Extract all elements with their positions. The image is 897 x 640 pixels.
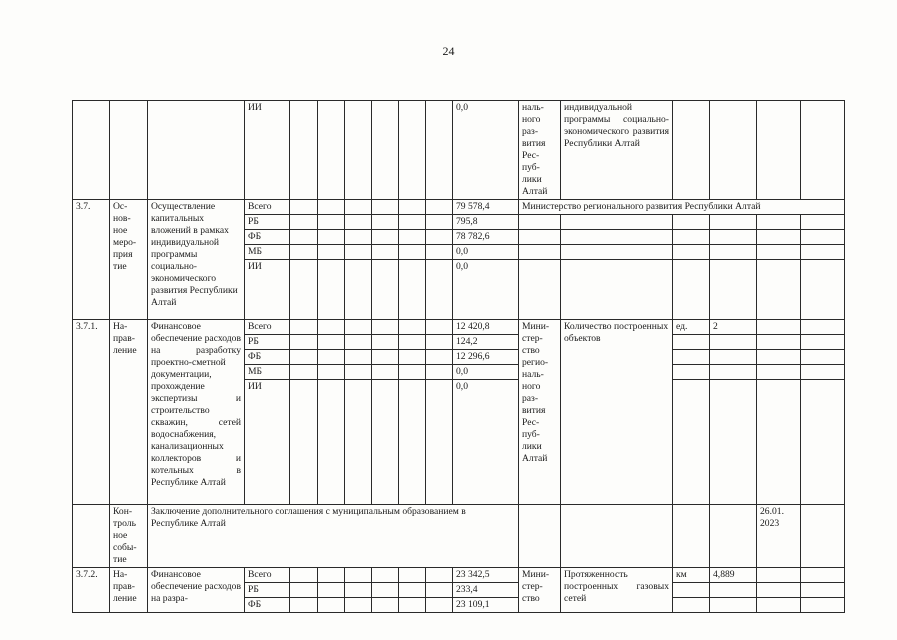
empty-cell bbox=[372, 335, 399, 350]
funding-source: РБ bbox=[245, 215, 290, 230]
empty-cell bbox=[290, 365, 318, 380]
funding-total: 0,0 bbox=[453, 380, 519, 505]
funding-source: ИИ bbox=[245, 380, 290, 505]
empty-cell bbox=[372, 598, 399, 613]
empty-cell bbox=[345, 200, 372, 215]
empty-cell bbox=[710, 350, 757, 365]
empty-cell bbox=[801, 335, 845, 350]
table-row-3-7-1 bbox=[73, 320, 845, 335]
empty-cell bbox=[426, 215, 453, 230]
row-kind: На- прав- ление bbox=[110, 320, 148, 505]
empty-cell bbox=[426, 260, 453, 320]
empty-cell bbox=[290, 200, 318, 215]
empty-cell bbox=[318, 598, 345, 613]
empty-cell bbox=[290, 320, 318, 335]
row-kind: Ос- нов- ное меро- прия тие bbox=[110, 200, 148, 320]
empty-cell bbox=[801, 215, 845, 230]
table-row-3-7-2 bbox=[73, 568, 845, 583]
empty-cell bbox=[318, 215, 345, 230]
empty-cell bbox=[673, 245, 710, 260]
funding-total: 0,0 bbox=[453, 101, 519, 200]
table-row-3-7 bbox=[73, 200, 845, 215]
empty-cell bbox=[710, 260, 757, 320]
empty-cell bbox=[372, 230, 399, 245]
empty-cell bbox=[318, 568, 345, 583]
empty-cell bbox=[519, 260, 561, 320]
empty-cell bbox=[372, 260, 399, 320]
empty-cell bbox=[318, 245, 345, 260]
empty-cell bbox=[372, 583, 399, 598]
empty-cell bbox=[426, 568, 453, 583]
empty-cell bbox=[426, 245, 453, 260]
empty-cell bbox=[801, 568, 845, 583]
empty-cell bbox=[561, 245, 673, 260]
empty-cell bbox=[399, 245, 426, 260]
empty-cell bbox=[519, 230, 561, 245]
empty-cell bbox=[757, 245, 801, 260]
page-number: 24 bbox=[442, 44, 455, 58]
empty-cell bbox=[426, 335, 453, 350]
empty-cell bbox=[372, 568, 399, 583]
funding-source: ФБ bbox=[245, 230, 290, 245]
empty-cell bbox=[399, 568, 426, 583]
funding-source: Всего bbox=[245, 320, 290, 335]
empty-cell bbox=[519, 215, 561, 230]
funding-total: 23 109,1 bbox=[453, 598, 519, 613]
empty-cell bbox=[757, 320, 801, 335]
funding-source: ИИ bbox=[245, 101, 290, 200]
funding-source: Всего bbox=[245, 200, 290, 215]
funding-source: МБ bbox=[245, 245, 290, 260]
empty-cell bbox=[399, 365, 426, 380]
empty-cell bbox=[399, 380, 426, 505]
empty-cell bbox=[757, 350, 801, 365]
empty-cell bbox=[345, 245, 372, 260]
empty-cell bbox=[345, 598, 372, 613]
empty-cell bbox=[399, 583, 426, 598]
funding-total: 12 420,8 bbox=[453, 320, 519, 335]
control-event-description: Заключение дополнительного соглашения с муниципальным образованием в Республике Алтай bbox=[148, 505, 519, 568]
indicator: Количество построенных объектов bbox=[561, 320, 673, 505]
empty-cell bbox=[290, 598, 318, 613]
row-kind: На- прав- ление bbox=[110, 568, 148, 613]
table-row-continuation bbox=[73, 101, 845, 200]
empty-cell bbox=[318, 320, 345, 335]
empty-cell bbox=[757, 335, 801, 350]
empty-cell bbox=[372, 245, 399, 260]
empty-cell bbox=[426, 350, 453, 365]
program-table bbox=[72, 100, 845, 613]
empty-cell bbox=[318, 365, 345, 380]
empty-cell bbox=[561, 230, 673, 245]
empty-cell bbox=[426, 598, 453, 613]
empty-cell bbox=[399, 200, 426, 215]
empty-cell bbox=[561, 215, 673, 230]
empty-cell bbox=[345, 335, 372, 350]
empty-cell bbox=[757, 365, 801, 380]
empty-cell bbox=[345, 380, 372, 505]
empty-cell bbox=[318, 335, 345, 350]
empty-cell bbox=[673, 583, 710, 598]
empty-cell bbox=[673, 260, 710, 320]
empty-cell bbox=[318, 380, 345, 505]
empty-cell bbox=[372, 365, 399, 380]
empty-cell bbox=[318, 583, 345, 598]
row-number: 3.7. bbox=[73, 200, 110, 320]
empty-cell bbox=[399, 260, 426, 320]
row-number: 3.7.2. bbox=[73, 568, 110, 613]
empty-cell bbox=[673, 215, 710, 230]
empty-cell bbox=[757, 568, 801, 583]
empty-cell bbox=[290, 350, 318, 365]
empty-cell bbox=[345, 365, 372, 380]
empty-cell bbox=[757, 230, 801, 245]
empty-cell bbox=[345, 230, 372, 245]
indicator-value: 2 bbox=[710, 320, 757, 335]
empty-cell bbox=[290, 583, 318, 598]
empty-cell bbox=[801, 245, 845, 260]
empty-cell bbox=[757, 215, 801, 230]
empty-cell bbox=[345, 215, 372, 230]
empty-cell bbox=[801, 350, 845, 365]
empty-cell bbox=[290, 230, 318, 245]
indicator-unit: км bbox=[673, 568, 710, 583]
empty-cell bbox=[561, 260, 673, 320]
empty-cell bbox=[290, 380, 318, 505]
empty-cell bbox=[290, 260, 318, 320]
empty-cell bbox=[345, 320, 372, 335]
funding-source: РБ bbox=[245, 335, 290, 350]
funding-total: 12 296,6 bbox=[453, 350, 519, 365]
empty-cell bbox=[673, 365, 710, 380]
empty-cell bbox=[345, 260, 372, 320]
empty-cell bbox=[801, 598, 845, 613]
empty-cell bbox=[399, 320, 426, 335]
empty-cell bbox=[399, 335, 426, 350]
funding-source: Всего bbox=[245, 568, 290, 583]
empty-cell bbox=[372, 350, 399, 365]
indicator: индивидуальной программы социально-экономического развития Республики Алтай bbox=[561, 101, 673, 200]
funding-source: ФБ bbox=[245, 350, 290, 365]
empty-cell bbox=[290, 568, 318, 583]
empty-cell bbox=[426, 200, 453, 215]
funding-total: 0,0 bbox=[453, 245, 519, 260]
row-title: Финансовое обеспечение расходов на разра- bbox=[148, 568, 245, 613]
empty-cell bbox=[372, 380, 399, 505]
empty-cell bbox=[710, 583, 757, 598]
empty-cell bbox=[372, 200, 399, 215]
empty-cell bbox=[318, 260, 345, 320]
funding-total: 79 578,4 bbox=[453, 200, 519, 215]
empty-cell bbox=[345, 568, 372, 583]
empty-cell bbox=[757, 380, 801, 505]
empty-cell bbox=[710, 230, 757, 245]
indicator: Протяженность построенных газовых сетей bbox=[561, 568, 673, 613]
funding-source: МБ bbox=[245, 365, 290, 380]
empty-cell bbox=[710, 598, 757, 613]
indicator-value: 4,889 bbox=[710, 568, 757, 583]
empty-cell bbox=[318, 200, 345, 215]
empty-cell bbox=[318, 350, 345, 365]
empty-cell bbox=[426, 365, 453, 380]
empty-cell bbox=[372, 215, 399, 230]
empty-cell bbox=[345, 350, 372, 365]
empty-cell bbox=[426, 583, 453, 598]
executor: наль- ного раз- вития Рес- пуб- лики Алтай bbox=[519, 101, 561, 200]
empty-cell bbox=[519, 245, 561, 260]
empty-cell bbox=[290, 215, 318, 230]
empty-cell bbox=[801, 365, 845, 380]
empty-cell bbox=[290, 245, 318, 260]
funding-total: 23 342,5 bbox=[453, 568, 519, 583]
funding-total: 795,8 bbox=[453, 215, 519, 230]
empty-cell bbox=[399, 350, 426, 365]
funding-total: 0,0 bbox=[453, 365, 519, 380]
empty-cell bbox=[290, 335, 318, 350]
empty-cell bbox=[673, 350, 710, 365]
empty-cell bbox=[318, 230, 345, 245]
funding-source: ФБ bbox=[245, 598, 290, 613]
row-title: Финансовое обеспечение расходов на разработку проектно-сметной документации, прохождение экспертизы и строительство скважин, сетей водоснабжения, канализационных коллекторов и котельных в Республике Алтай bbox=[148, 320, 245, 505]
funding-source: РБ bbox=[245, 583, 290, 598]
empty-cell bbox=[801, 583, 845, 598]
funding-source: ИИ bbox=[245, 260, 290, 320]
empty-cell bbox=[801, 320, 845, 335]
empty-cell bbox=[801, 230, 845, 245]
funding-total: 233,4 bbox=[453, 583, 519, 598]
empty-cell bbox=[399, 598, 426, 613]
empty-cell bbox=[372, 320, 399, 335]
table-row-control-event bbox=[73, 505, 845, 568]
row-kind: Кон- троль ное собы- тие bbox=[110, 505, 148, 568]
empty-cell bbox=[345, 583, 372, 598]
empty-cell bbox=[710, 245, 757, 260]
empty-cell bbox=[426, 320, 453, 335]
funding-total: 78 782,6 bbox=[453, 230, 519, 245]
funding-total: 0,0 bbox=[453, 260, 519, 320]
executor: Министерство регионального развития Республики Алтай bbox=[519, 200, 845, 215]
indicator-unit: ед. bbox=[673, 320, 710, 335]
empty-cell bbox=[399, 230, 426, 245]
row-title: Осуществление капитальных вложений в рамках индивидуальной программы социально-экономического развития Республики Алтай bbox=[148, 200, 245, 320]
funding-total: 124,2 bbox=[453, 335, 519, 350]
empty-cell bbox=[757, 583, 801, 598]
empty-cell bbox=[801, 380, 845, 505]
empty-cell bbox=[426, 230, 453, 245]
row-number: 3.7.1. bbox=[73, 320, 110, 505]
empty-cell bbox=[757, 260, 801, 320]
empty-cell bbox=[673, 230, 710, 245]
executor: Мини- стер- ство bbox=[519, 568, 561, 613]
empty-cell bbox=[673, 380, 710, 505]
empty-cell bbox=[426, 380, 453, 505]
empty-cell bbox=[710, 365, 757, 380]
empty-cell bbox=[710, 380, 757, 505]
empty-cell bbox=[710, 215, 757, 230]
empty-cell bbox=[710, 335, 757, 350]
empty-cell bbox=[673, 598, 710, 613]
executor: Мини- стер- ство регио- наль- ного раз- вития Рес- пуб- лики Алтай bbox=[519, 320, 561, 505]
empty-cell bbox=[673, 335, 710, 350]
control-event-date: 26.01. 2023 bbox=[757, 505, 801, 568]
empty-cell bbox=[399, 215, 426, 230]
empty-cell bbox=[757, 598, 801, 613]
empty-cell bbox=[801, 260, 845, 320]
